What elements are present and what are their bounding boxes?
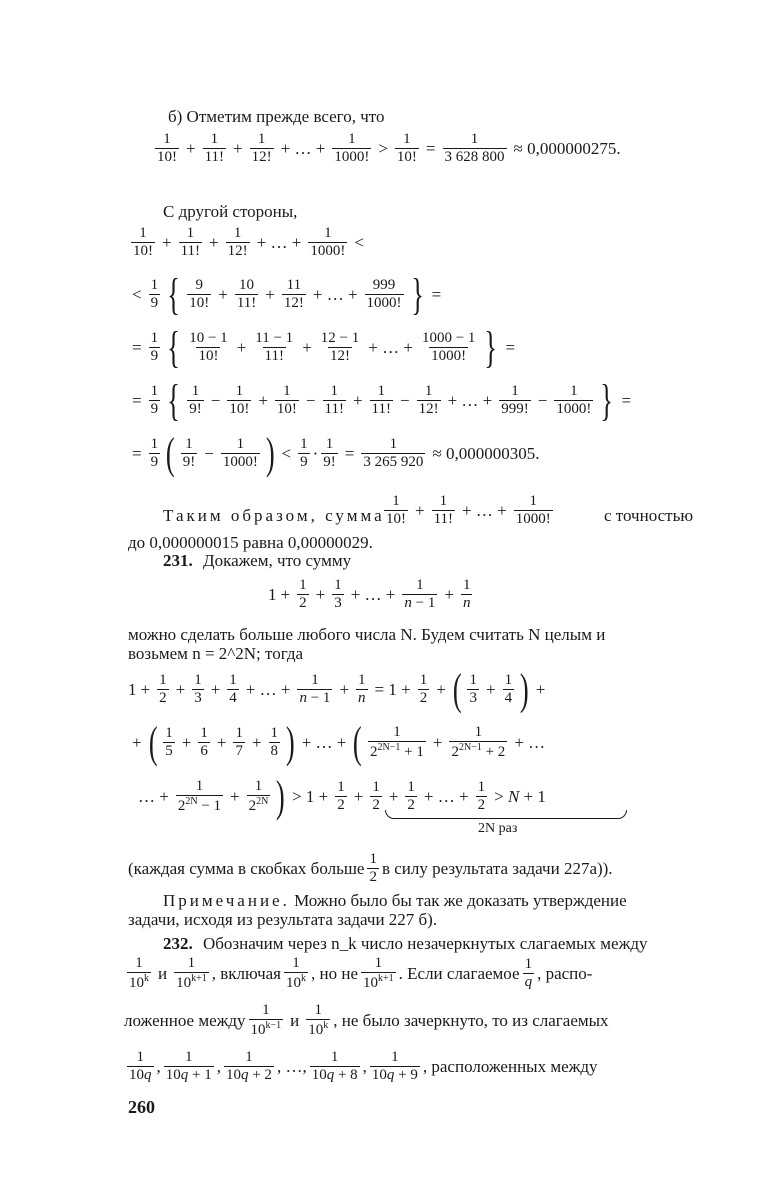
equation-2-line-2: < $\frac{1}{9}$ { $\frac{9}{10!}$ + $\frac{10}{11!}$ + $\frac{11}{12!}$ + … + $\frac{999}{1000!}$ } = (132, 270, 442, 319)
problem-231-number: 231. (163, 551, 193, 570)
underbrace-label: 2N раз (478, 821, 518, 836)
sum-231: 1 + $\frac{1}{2}$ + $\frac{1}{3}$ + … + $\frac{1}{n - 1}$ + $\frac{1}{n}$ (268, 577, 471, 611)
underbrace (385, 810, 627, 819)
equation-2-line-3: = $\frac{1}{9}$ { $\frac{10 - 1}{10!}$ + $\frac{11 - 1}{11!}$ + $\frac{12 - 1}{12!}$ + … + $\frac{1000 - 1}{1000!}$ } = (132, 323, 516, 372)
p232-d: , расположенных между (422, 1057, 598, 1076)
note-line-a (163, 892, 627, 911)
problem-232-line-d: $\frac{1}{10q}$ , $\frac{1}{10q + 1}$ , $\frac{1}{10q + 2}$ , …, $\frac{1}{10q + 8}$ , $\frac{1}{10q + 9}$ , расположенных между (129, 1049, 598, 1083)
problem-231-text: Докажем, что сумму (203, 551, 352, 570)
equation-2-line-5: = $\frac{1}{9}$ ( $\frac{1}{9!}$ − $\frac{1}{1000!}$ ) < $\frac{1}{9}$ · $\frac{1}{9!}$ = $\frac{1}{3 265 920}$ ≈ 0,000000305. (132, 429, 540, 478)
problem-232-line-c: ложенное между $\frac{1}{10^{k-1}}$ и $\frac{1}{10^k}$ , не было зачеркнуто, то из слагаемых (124, 1002, 609, 1038)
p232-b4: . Если слагаемое (398, 964, 520, 983)
note-label: Примечание. (163, 891, 290, 910)
p232-c1: ложенное между (124, 1011, 246, 1030)
note-line-b: задачи, исходя из результата задачи 227 б). (128, 910, 438, 929)
note-text-a: Можно было бы так же доказать утверждение (294, 891, 627, 910)
p232-b1: и (158, 964, 168, 983)
problem-232-number: 232. (163, 934, 193, 953)
problem-231-b: можно сделать больше любого числа N. Будем считать N целым и (128, 625, 606, 644)
each-sum-line: (каждая сумма в скобках больше $\frac{1}{2}$ в силу результата задачи 227а)). (128, 851, 613, 885)
equation-3-line-2: + ( $\frac{1}{5}$ + $\frac{1}{6}$ + $\frac{1}{7}$ + $\frac{1}{8}$ ) + … + ( $\frac{1}{2^{2N-1} + 1}$ + $\frac{1}{2^{2N-1} + 2}$ + … (132, 718, 546, 767)
page-number: 260 (128, 1097, 155, 1117)
thus-text-c: до 0,000000015 равна 0,00000029. (128, 533, 373, 552)
equation-1: $\frac{1}{10!}$ + $\frac{1}{11!}$ + $\frac{1}{12!}$ + … + $\frac{1}{1000!}$ > $\frac{1}{10!}$ = $\frac{1}{3 628 800}$ ≈ 0,000000275. (157, 131, 621, 165)
thus-sum: $\frac{1}{10!}$ + $\frac{1}{11!}$ + … + $\frac{1}{1000!}$ (386, 493, 551, 527)
p232-c2: и (290, 1011, 300, 1030)
thus-text-b: с точностью (604, 506, 694, 525)
p232-b5: , распо- (537, 964, 593, 983)
other-side-text: С другой стороны, (163, 202, 298, 221)
part-b-intro: б) Отметим прежде всего, что (168, 107, 385, 126)
problem-232-line-b: $\frac{1}{10^k}$ и $\frac{1}{10^{k+1}}$ , включая $\frac{1}{10^k}$ , но не $\frac{1}{10^{k+1}}$ . Если слагаемое $\frac{1}{q}$ , распо- (129, 955, 593, 991)
problem-231-c: возьмем n = 2^2N; тогда (128, 644, 304, 663)
problem-232-text-a: Обозначим через n_k число незачеркнутых слагаемых между (203, 934, 648, 953)
equation-3-line-3: … + $\frac{1}{2^{2N} - 1}$ + $\frac{1}{2^{2N}}$ ) > 1 + $\frac{1}{2}$ + $\frac{1}{2}$ + $\frac{1}{2}$ + … + $\frac{1}{2}$ > N + 1 (138, 772, 546, 821)
equation-2-line-4: = $\frac{1}{9}$ { $\frac{1}{9!}$ − $\frac{1}{10!}$ + $\frac{1}{10!}$ − $\frac{1}{11!}$ + $\frac{1}{11!}$ − $\frac{1}{12!}$ + … + $\frac{1}{999!}$ − $\frac{1}{1000!}$ } = (132, 376, 632, 425)
equation-2-line-1: $\frac{1}{10!}$ + $\frac{1}{11!}$ + $\frac{1}{12!}$ + … + $\frac{1}{1000!}$ < (133, 225, 364, 259)
p232-c3: , не было зачеркнуто, то из слагаемых (333, 1011, 609, 1030)
equation-3-line-1: 1 + $\frac{1}{2}$ + $\frac{1}{3}$ + $\frac{1}{4}$ + … + $\frac{1}{n - 1}$ + $\frac{1}{n}$ = 1 + $\frac{1}{2}$ + ( $\frac{1}{3}$ + $\frac{1}{4}$ ) + (128, 665, 546, 714)
p232-b3: , но не (311, 964, 358, 983)
thus-text-a: Таким образом, сумма (163, 506, 385, 525)
p232-b2: , включая (211, 964, 281, 983)
